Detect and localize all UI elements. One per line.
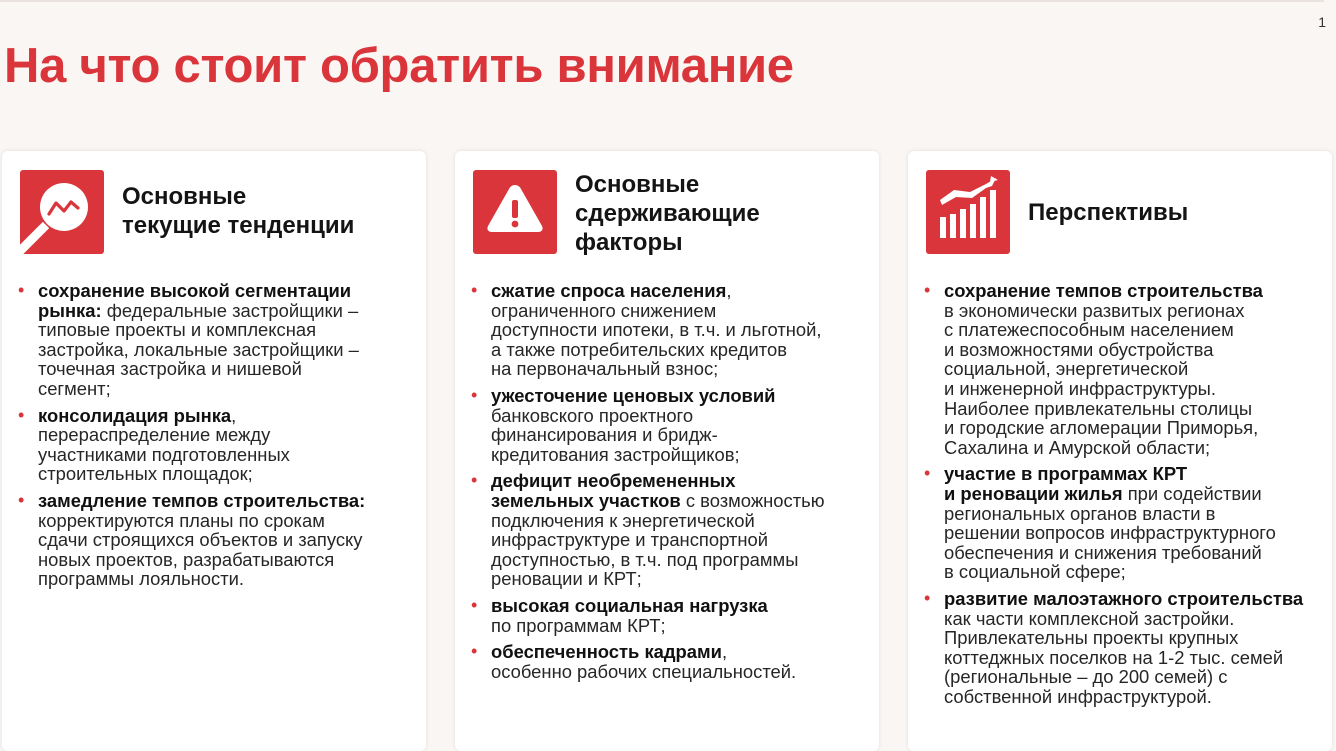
bullet-list: [920, 281, 1336, 713]
card-current-trends: [2, 151, 426, 751]
item-text: как части комплексной застройки. Привлекательны проекты крупных коттеджных поселков на 1-2 тыс. семей (региональные – до 200 семей) с собственной инфраструктурой.: [944, 607, 1284, 707]
bullet-icon: •: [471, 280, 478, 300]
item-text: федеральные застройщики – типовые проекты и комплексная застройка, локальные застройщики – точечная застройка и нишевой сегмент;: [38, 299, 359, 399]
bullet-icon: •: [924, 280, 931, 300]
list-item: [467, 386, 879, 464]
item-bold-text: сохранение темпов строительства: [944, 280, 1263, 301]
top-divider: [0, 0, 1324, 2]
bullet-list: [467, 281, 879, 688]
bullet-icon: •: [471, 594, 478, 615]
list-item: [14, 491, 426, 589]
item-bold-text: участие в программах КРТ и реновации жилья: [944, 463, 1188, 504]
list-item: [467, 596, 879, 635]
item-bold-text: развитие малоэтажного строительства: [944, 587, 1304, 609]
item-bold-text: сжатие спроса населения: [491, 280, 727, 301]
item-bold-text: сохранение высокой сегментации рынка:: [38, 280, 352, 321]
item-text: , особенно рабочих специальностей.: [491, 641, 797, 682]
bullet-icon: •: [18, 489, 25, 510]
item-text: в экономически развитых регионах с платежеспособным населением и возможностями обустройства социальной, энергетической и инженерной инфраструктуры. Наиболее привлекательны столицы и городские агломерации Приморья, Сахалина и Амурской области;: [944, 299, 1259, 458]
list-item: [920, 589, 1336, 707]
item-bold-text: обеспеченность кадрами: [491, 641, 722, 663]
page-title: На что стоит обратить внимание: [4, 39, 794, 93]
item-bold-text: ужесточение ценовых условий: [491, 384, 776, 406]
item-bold-text: высокая социальная нагрузка: [491, 594, 768, 616]
list-item: [467, 471, 879, 589]
warning-icon: [473, 170, 557, 254]
bullet-icon: •: [471, 470, 478, 491]
bullet-icon: •: [18, 404, 25, 425]
item-text: при содействии региональных органов власти в решении вопросов инфраструктурного обеспечения и снижения требований в социальной сфере;: [944, 482, 1276, 583]
list-item: [467, 642, 879, 681]
list-item: [14, 406, 426, 484]
bullet-icon: •: [924, 587, 931, 608]
bullet-icon: •: [18, 280, 25, 300]
item-text: , ограниченного снижением доступности ипотеки, в т.ч. и льготной, а также потребительских кредитов на первоначальный взнос;: [491, 280, 822, 380]
magnifier-chart-icon: [20, 170, 104, 254]
list-item: [920, 464, 1336, 582]
item-text: банковского проектного финансирования и бридж- кредитования застройщиков;: [491, 404, 740, 465]
list-item: [14, 281, 426, 399]
bullet-list: [14, 281, 426, 596]
item-bold-text: дефицит необремененных земельных участков: [491, 470, 736, 511]
item-text: с возможностью подключения к энергетической инфраструктуре и транспортной доступностью, в т.ч. под программы реновации и КРТ;: [491, 489, 825, 590]
card-title: Перспективы: [1028, 199, 1189, 226]
item-text: по программам КРТ;: [491, 614, 666, 636]
list-item: [920, 281, 1336, 457]
list-item: [467, 281, 879, 379]
item-text: , перераспределение между участниками подготовленных строительных площадок;: [38, 404, 290, 485]
item-text: корректируются планы по срокам сдачи строящихся объектов и запуску новых проектов, разрабатываются программы лояльности.: [38, 509, 363, 590]
bullet-icon: •: [471, 641, 478, 662]
item-bold-text: консолидация рынка: [38, 404, 232, 426]
growth-chart-icon: [926, 170, 1010, 254]
bullet-icon: •: [924, 463, 931, 484]
card-prospects: [908, 151, 1332, 751]
page-number: 1: [1318, 14, 1326, 30]
card-constraining-factors: [455, 151, 879, 751]
card-title: Основные сдерживающие факторы: [575, 171, 760, 256]
card-title: Основные текущие тенденции: [122, 183, 355, 239]
bullet-icon: •: [471, 384, 478, 405]
item-bold-text: замедление темпов строительства:: [38, 489, 366, 511]
